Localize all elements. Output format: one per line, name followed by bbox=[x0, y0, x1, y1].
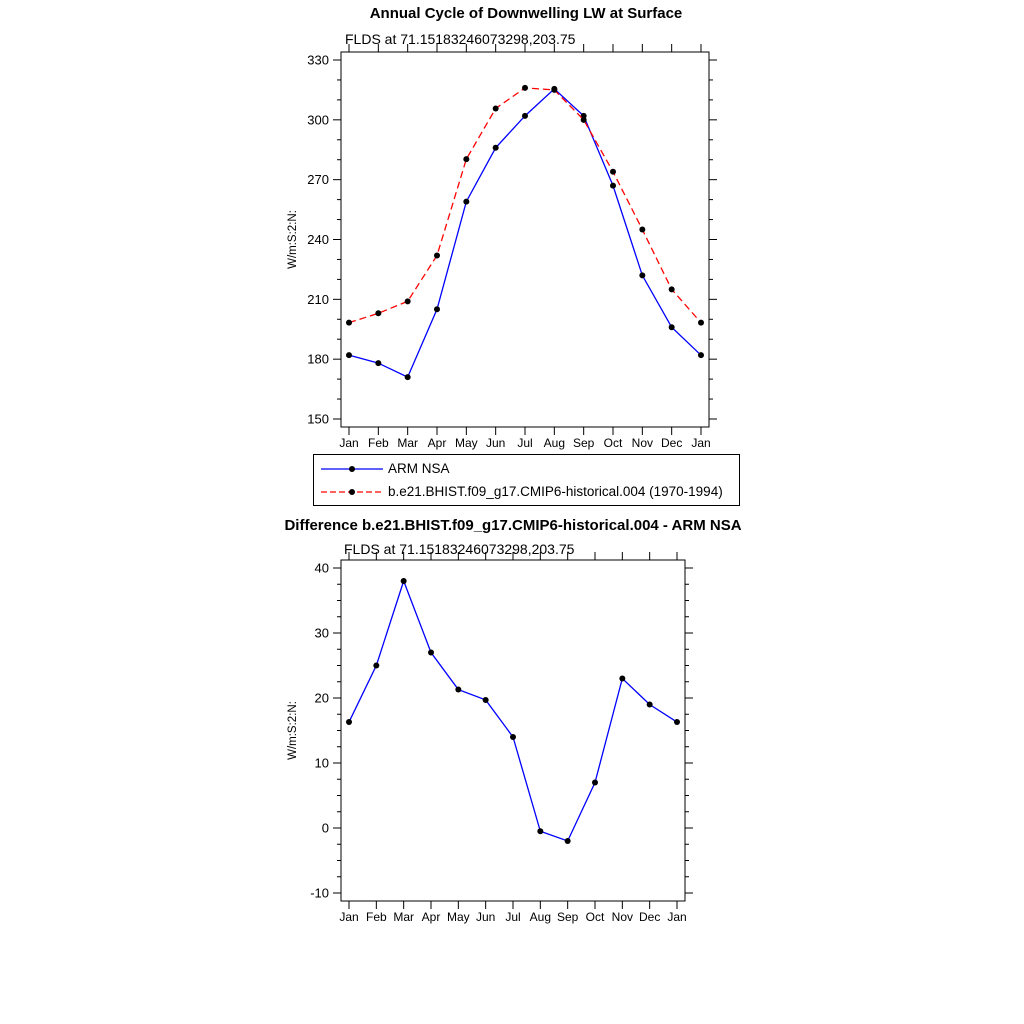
chart-1-plot-area bbox=[287, 552, 693, 924]
svg-text:Dec: Dec bbox=[660, 436, 683, 450]
svg-text:Aug: Aug bbox=[529, 910, 552, 924]
svg-text:0: 0 bbox=[321, 820, 329, 836]
legend-line-sample-solid-icon bbox=[320, 464, 384, 474]
svg-text:Nov: Nov bbox=[631, 436, 654, 450]
svg-text:30: 30 bbox=[314, 625, 329, 641]
svg-text:Feb: Feb bbox=[365, 910, 387, 924]
legend-label-arm-nsa: ARM NSA bbox=[388, 461, 450, 476]
svg-text:Jan: Jan bbox=[667, 910, 687, 924]
svg-text:330: 330 bbox=[307, 52, 329, 68]
svg-text:Feb: Feb bbox=[367, 436, 389, 450]
bottom-chart-subtitle: FLDS at 71.15183246073298,203.75 bbox=[344, 541, 575, 557]
svg-text:May: May bbox=[446, 910, 470, 924]
svg-text:Oct: Oct bbox=[603, 436, 623, 450]
chart-0-ylabel: W/m:S:2:N: bbox=[287, 210, 299, 269]
legend-box bbox=[313, 454, 740, 506]
svg-text:180: 180 bbox=[307, 351, 329, 367]
svg-text:Dec: Dec bbox=[638, 910, 661, 924]
chart-0-plot-area bbox=[287, 44, 717, 450]
svg-text:Jan: Jan bbox=[339, 436, 359, 450]
svg-text:Sep: Sep bbox=[572, 436, 595, 450]
chart-1-series-0 bbox=[346, 578, 680, 844]
legend-label-model: b.e21.BHIST.f09_g17.CMIP6-historical.004 (1970-1994) bbox=[388, 484, 723, 499]
top-chart-subtitle: FLDS at 71.15183246073298,203.75 bbox=[345, 31, 576, 47]
svg-text:Jan: Jan bbox=[691, 436, 711, 450]
svg-text:150: 150 bbox=[307, 411, 329, 427]
svg-text:20: 20 bbox=[314, 690, 329, 706]
svg-text:300: 300 bbox=[307, 112, 329, 128]
svg-text:May: May bbox=[454, 436, 478, 450]
svg-text:Jun: Jun bbox=[475, 910, 496, 924]
svg-text:Jun: Jun bbox=[485, 436, 506, 450]
legend-item-model bbox=[320, 480, 733, 503]
svg-text:240: 240 bbox=[307, 232, 329, 247]
bottom-chart-title: Difference b.e21.BHIST.f09_g17.CMIP6-historical.004 - ARM NSA bbox=[284, 517, 742, 534]
svg-text:Aug: Aug bbox=[543, 436, 566, 450]
svg-text:Apr: Apr bbox=[427, 436, 447, 450]
svg-text:Mar: Mar bbox=[397, 436, 419, 450]
svg-text:40: 40 bbox=[314, 560, 329, 576]
svg-text:Mar: Mar bbox=[393, 910, 415, 924]
svg-text:Jul: Jul bbox=[505, 910, 521, 924]
svg-text:Oct: Oct bbox=[585, 910, 605, 924]
svg-text:270: 270 bbox=[307, 172, 329, 188]
legend-item-arm-nsa bbox=[320, 457, 733, 480]
chart-0-series-0 bbox=[346, 86, 704, 380]
svg-text:Apr: Apr bbox=[421, 910, 441, 924]
svg-text:10: 10 bbox=[314, 755, 329, 771]
svg-text:210: 210 bbox=[307, 291, 329, 307]
legend-line-sample-dashed-icon bbox=[320, 487, 384, 497]
svg-text:Sep: Sep bbox=[556, 910, 579, 924]
svg-text:Jul: Jul bbox=[517, 436, 533, 450]
top-chart-title: Annual Cycle of Downwelling LW at Surface bbox=[369, 5, 683, 22]
chart-1-ylabel: W/m:S:2:N: bbox=[287, 701, 299, 760]
svg-text:Nov: Nov bbox=[611, 910, 634, 924]
svg-text:Jan: Jan bbox=[339, 910, 359, 924]
svg-text:-10: -10 bbox=[310, 885, 329, 901]
